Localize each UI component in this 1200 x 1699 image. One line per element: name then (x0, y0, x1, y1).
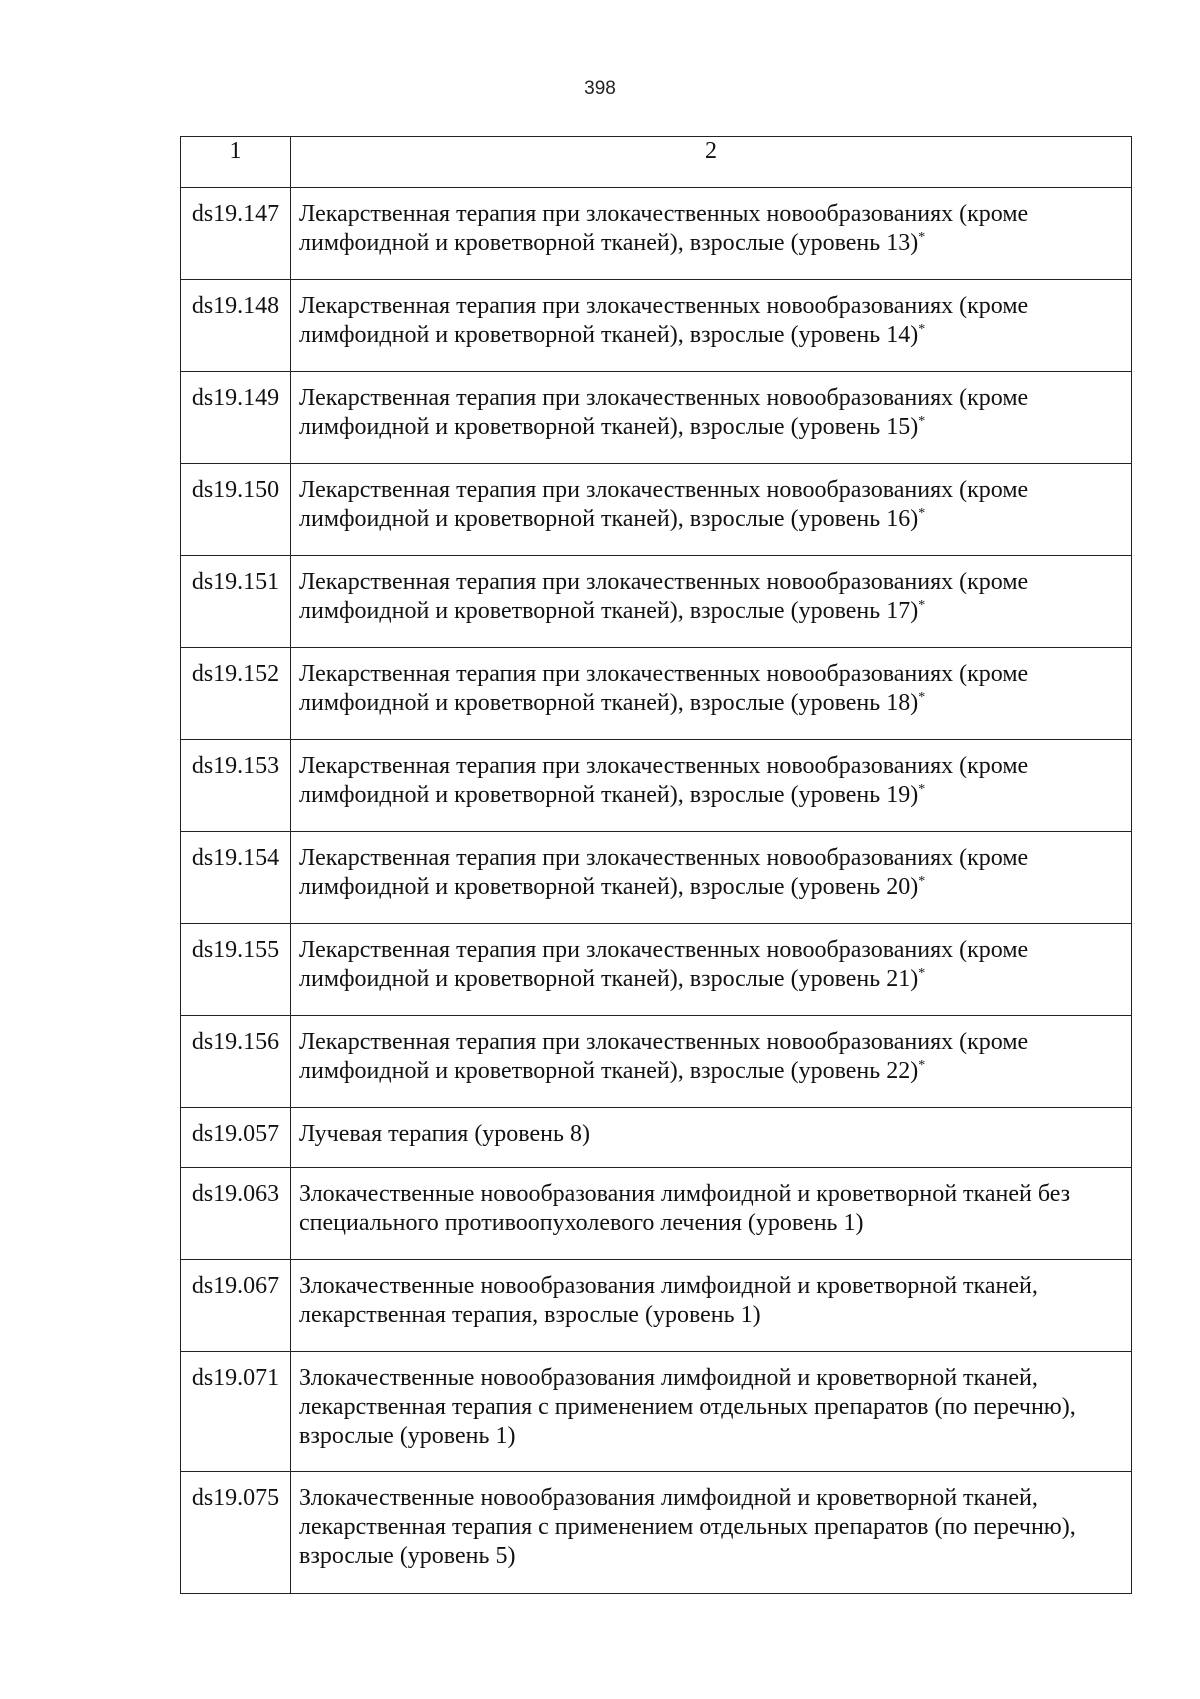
row-code: ds19.151 (181, 556, 291, 648)
row-code: ds19.147 (181, 188, 291, 280)
row-code: ds19.153 (181, 740, 291, 832)
table-row (181, 832, 1132, 924)
table-row (181, 1352, 1132, 1472)
row-code: ds19.155 (181, 924, 291, 1016)
row-description-text: Лекарственная терапия при злокачественных новообразованиях (кроме лимфоидной и кроветворной тканей), взрослые (уровень 22) (299, 1029, 1029, 1084)
row-description (291, 1352, 1132, 1472)
row-description (291, 924, 1132, 1016)
footnote-mark: * (918, 782, 926, 797)
row-description (291, 740, 1132, 832)
row-description (291, 1108, 1132, 1168)
row-code: ds19.057 (181, 1108, 291, 1168)
row-description (291, 1260, 1132, 1352)
row-description-text: Лекарственная терапия при злокачественных новообразованиях (кроме лимфоидной и кроветворной тканей), взрослые (уровень 19) (299, 753, 1029, 808)
table-row (181, 1108, 1132, 1168)
row-description-text: Лекарственная терапия при злокачественных новообразованиях (кроме лимфоидной и кроветворной тканей), взрослые (уровень 17) (299, 569, 1029, 624)
row-description (291, 1168, 1132, 1260)
footnote-mark: * (918, 598, 926, 613)
row-description-text: Лекарственная терапия при злокачественных новообразованиях (кроме лимфоидной и кроветворной тканей), взрослые (уровень 15) (299, 385, 1029, 440)
footnote-mark: * (918, 506, 926, 521)
row-description-text: Лекарственная терапия при злокачественных новообразованиях (кроме лимфоидной и кроветворной тканей), взрослые (уровень 18) (299, 661, 1029, 716)
row-description (291, 556, 1132, 648)
row-description (291, 1016, 1132, 1108)
row-description-text: Злокачественные новообразования лимфоидной и кроветворной тканей, лекарственная терапия с применением отдельных препаратов (по перечню), взрослые (уровень 5) (299, 1485, 1076, 1569)
table-row (181, 648, 1132, 740)
table-row (181, 372, 1132, 464)
row-code: ds19.071 (181, 1352, 291, 1472)
footnote-mark: * (918, 966, 926, 981)
footnote-mark: * (918, 874, 926, 889)
row-description (291, 372, 1132, 464)
row-description (291, 832, 1132, 924)
row-code: ds19.154 (181, 832, 291, 924)
page-number: 398 (584, 78, 616, 99)
row-code: ds19.148 (181, 280, 291, 372)
table-row (181, 556, 1132, 648)
row-description-text: Лучевая терапия (уровень 8) (299, 1121, 590, 1147)
row-description-text: Лекарственная терапия при злокачественных новообразованиях (кроме лимфоидной и кроветворной тканей), взрослые (уровень 20) (299, 845, 1029, 900)
row-description (291, 188, 1132, 280)
row-code: ds19.150 (181, 464, 291, 556)
row-description (291, 280, 1132, 372)
row-description-text: Лекарственная терапия при злокачественных новообразованиях (кроме лимфоидной и кроветворной тканей), взрослые (уровень 13) (299, 201, 1029, 256)
table-row (181, 1016, 1132, 1108)
row-code: ds19.156 (181, 1016, 291, 1108)
row-code: ds19.067 (181, 1260, 291, 1352)
row-description-text: Лекарственная терапия при злокачественных новообразованиях (кроме лимфоидной и кроветворной тканей), взрослые (уровень 21) (299, 937, 1029, 992)
table-row (181, 188, 1132, 280)
row-description-text: Злокачественные новообразования лимфоидной и кроветворной тканей без специального противоопухолевого лечения (уровень 1) (299, 1181, 1071, 1236)
footnote-mark: * (918, 690, 926, 705)
row-description-text: Злокачественные новообразования лимфоидной и кроветворной тканей, лекарственная терапия с применением отдельных препаратов (по перечню), взрослые (уровень 1) (299, 1365, 1076, 1449)
row-description (291, 464, 1132, 556)
row-description-text: Лекарственная терапия при злокачественных новообразованиях (кроме лимфоидной и кроветворной тканей), взрослые (уровень 16) (299, 477, 1029, 532)
footnote-mark: * (918, 1058, 926, 1073)
row-description-text: Злокачественные новообразования лимфоидной и кроветворной тканей, лекарственная терапия, взрослые (уровень 1) (299, 1273, 1038, 1328)
tariff-table (180, 136, 1132, 1594)
row-description-text: Лекарственная терапия при злокачественных новообразованиях (кроме лимфоидной и кроветворной тканей), взрослые (уровень 14) (299, 293, 1029, 348)
table-row (181, 1260, 1132, 1352)
row-code: ds19.152 (181, 648, 291, 740)
row-description (291, 1472, 1132, 1594)
table-row (181, 464, 1132, 556)
table-row (181, 1472, 1132, 1594)
row-code: ds19.149 (181, 372, 291, 464)
table-header-row (181, 137, 1132, 188)
footnote-mark: * (918, 414, 926, 429)
footnote-mark: * (918, 230, 926, 245)
column-header-2: 2 (291, 137, 1132, 188)
table-row (181, 740, 1132, 832)
table-row (181, 280, 1132, 372)
row-code: ds19.075 (181, 1472, 291, 1594)
row-code: ds19.063 (181, 1168, 291, 1260)
row-description (291, 648, 1132, 740)
table-row (181, 924, 1132, 1016)
column-header-1: 1 (181, 137, 291, 188)
table-row (181, 1168, 1132, 1260)
footnote-mark: * (918, 322, 926, 337)
